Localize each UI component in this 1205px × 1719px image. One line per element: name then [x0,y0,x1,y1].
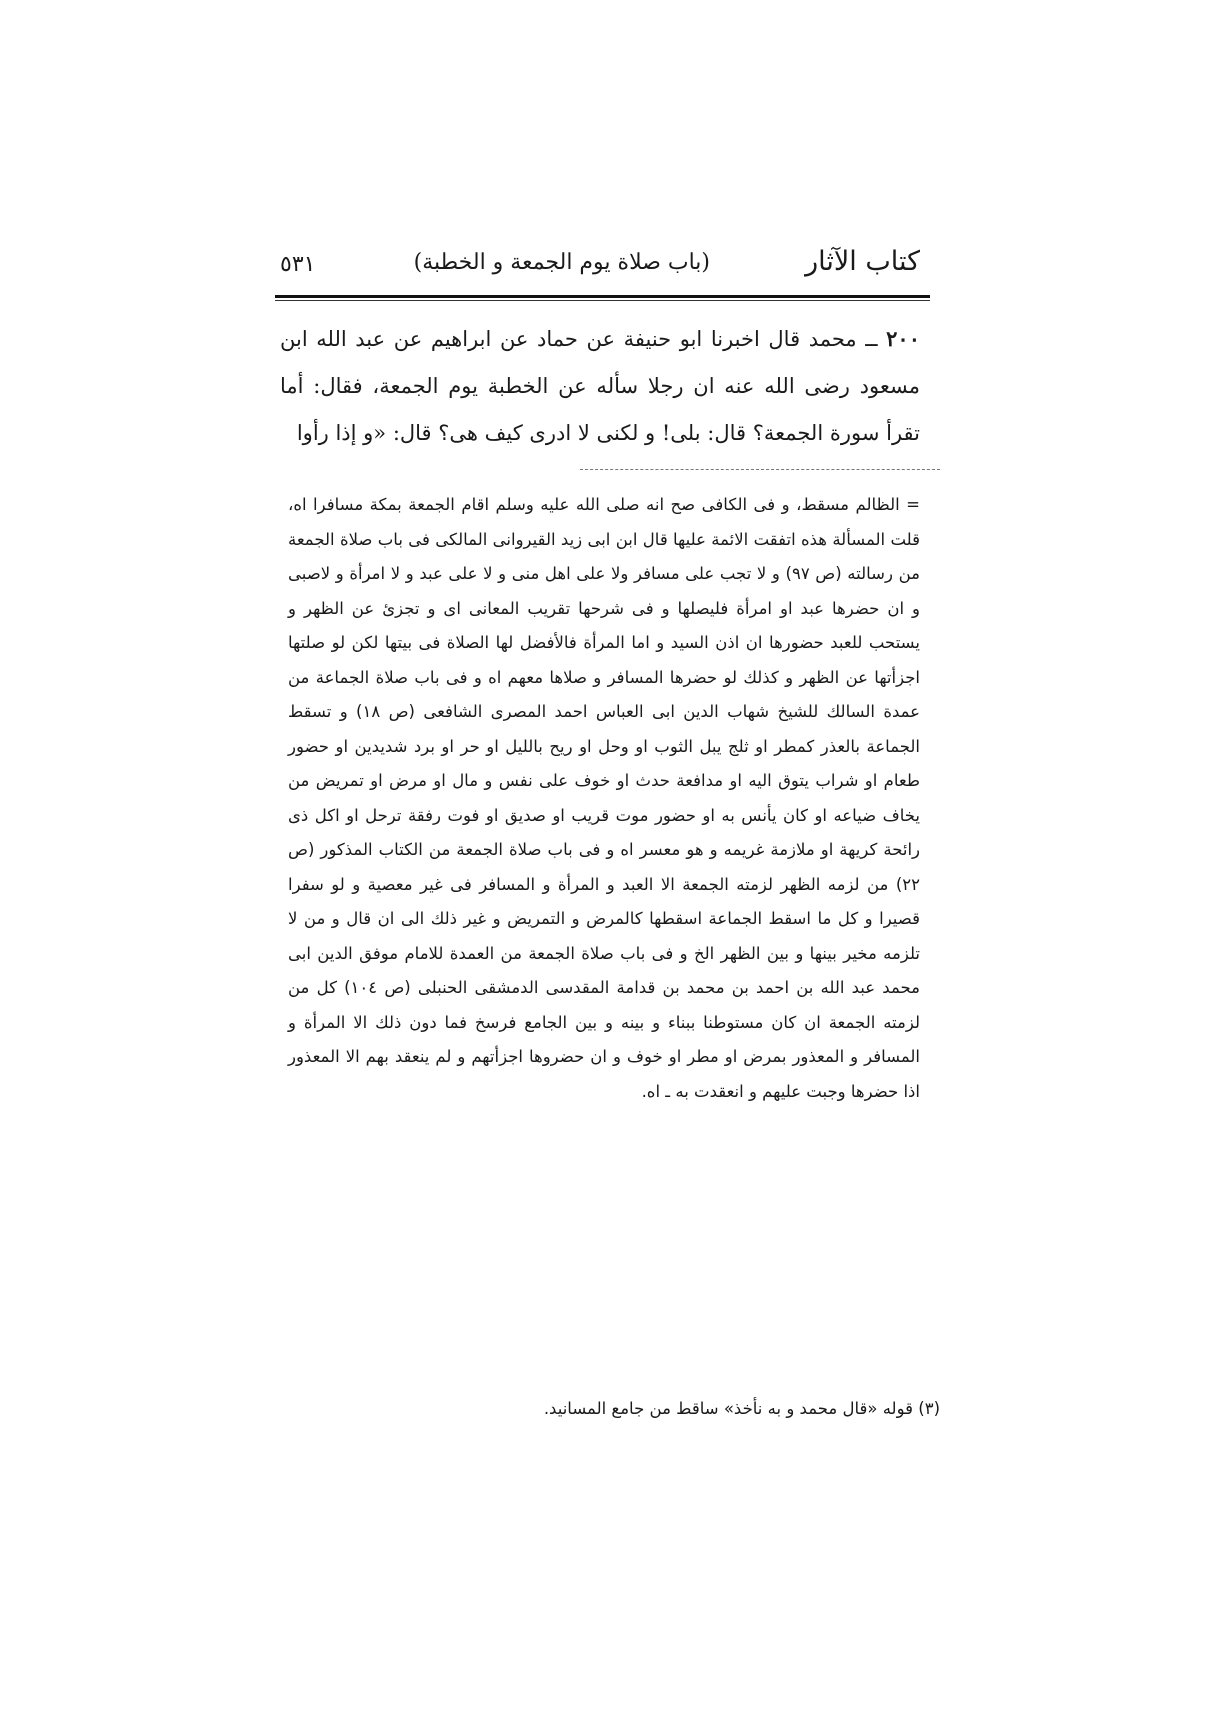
footnote-continued: = الظالم مسقط، و فى الكافى صح انه صلى الله عليه وسلم اقام الجمعة بمكة مسافرا اه، قلت المسألة هذه اتفقت الائمة عليها قال ابن ابى زيد القيروانى المالكى فى باب صلاة الجمعة من رسالته (ص ٩٧) و لا تجب على مسافر ولا على اهل منى و لا على عبد و لا امرأة و لاصبى و ان حضرها عبد او امرأة فليصلها و فى شرحها تقريب المعانى اى و تجزئ عن الظهر و يستحب للعبد حضورها ان اذن السيد و اما المرأة فالأفضل لها الصلاة فى بيتها لكن لو صلتها اجزأتها عن الظهر و كذلك لو حضرها المسافر و صلاها معهم اه و فى باب صلاة الجماعة من عمدة السالك للشيخ شهاب الدين ابى العباس احمد المصرى الشافعى (ص ١٨) و تسقط الجماعة بالعذر كمطر او ثلج يبل الثوب او وحل او ريح بالليل او حر او برد شديدين او حضور طعام او شراب يتوق اليه او مدافعة حدث او خوف على نفس و مال او مرض او تمريض من يخاف ضياعه او كان يأنس به او حضور موت قريب او صديق او فوت رفقة ترحل او اكل ذى رائحة كريهة او ملازمة غريمه و هو معسر اه و فى باب صلاة الجمعة من الكتاب المذكور (ص ٢٢) من لزمه الظهر لزمته الجمعة الا العبد و المرأة و المسافر فى غير معصية و لو سفرا قصيرا و كل ما اسقط الجماعة اسقطها كالمرض و التمريض و غير ذلك الى ان قال و من لا تلزمه مخير بينها و بين الظهر الخ و فى باب صلاة الجمعة من العمدة للامام موفق الدين ابى محمد عبد الله بن احمد بن محمد بن قدامة المقدسى الدمشقى الحنبلى (ص ١٠٤) كل من لزمته الجمعة ان كان مستوطنا ببناء و بينه و بين الجامع فرسخ فما دون ذلك الا المرأة و المسافر و المعذور بمرض او مطر او خوف و ان حضروها اجزأتهم و لم ينعقد بهم الا المعذور اذا حضرها وجبت عليهم و انعقدت به ـ اه. [288,495,921,1101]
hadith-text: ــ محمد قال اخبرنا ابو حنيفة عن حماد عن ابراهيم عن عبد الله ابن مسعود رضى الله عنه ان رجلا سأله عن الخطبة يوم الجمعة، فقال: أما تقرأ سورة الجمعة؟ قال: بلى! و لكنى لا ادرى كيف هى؟ قال: «و إذا رأوا [280,327,920,445]
header-rule-thin [275,300,930,301]
page-header [280,246,920,290]
hadith-paragraph [280,315,920,457]
main-text [280,315,920,457]
footnote-block [288,488,920,1109]
page-number: ٥٣١ [280,252,316,277]
book-title: كتاب الآثار [805,246,920,277]
hadith-number: ٢٠٠ [886,326,920,351]
footnote-3: (٣) قوله «قال محمد و به نأخذ» ساقط من جامع المسانيد. [543,1399,940,1418]
chapter-title: (باب صلاة يوم الجمعة و الخطبة) [413,250,710,275]
header-rule [275,295,930,298]
footnote-separator [580,469,940,470]
